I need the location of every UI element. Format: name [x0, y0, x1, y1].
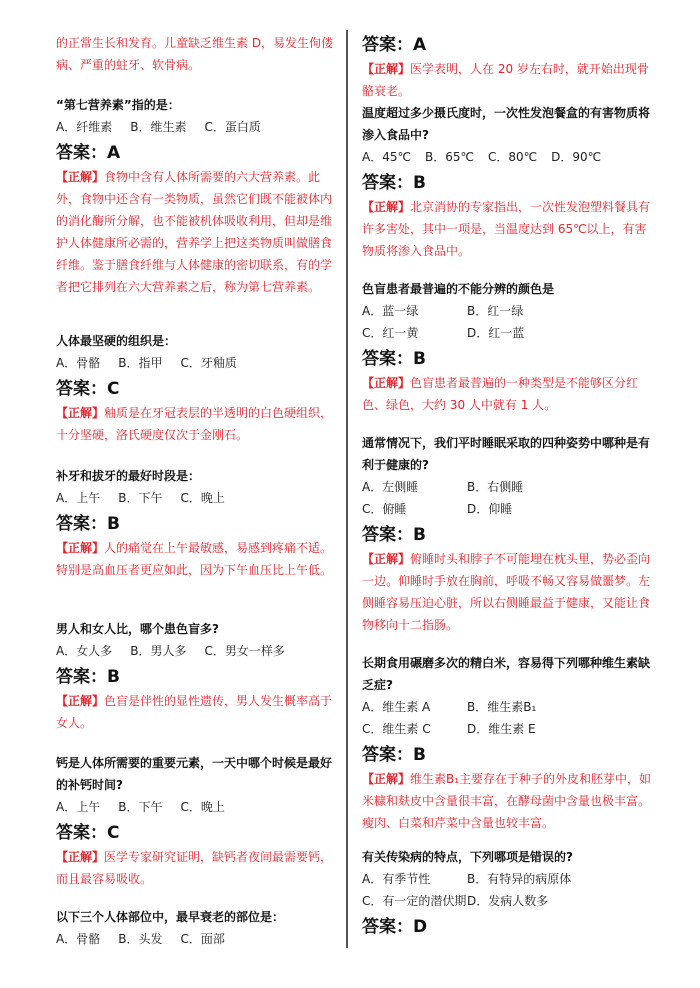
explanation-label: 【正解】	[56, 694, 105, 708]
question-block-4	[56, 618, 339, 734]
question-text: 钙是人体所需要的重要元素，一天中哪个时候是最好的补钙时间?	[56, 756, 333, 792]
question-block-9	[362, 432, 652, 636]
question-text: 人体最坚硬的组织是：	[56, 334, 177, 348]
question-text: 温度超过多少摄氏度时，一次性发泡餐盒的有害物质将渗入食品中?	[362, 106, 651, 142]
question-text: 通常情况下，我们平时睡眠采取的四种姿势中哪种是有利于健康的?	[362, 436, 651, 472]
option-a: A．纤维素	[56, 120, 113, 134]
explanation	[362, 548, 652, 636]
answer: 答案：B	[56, 667, 120, 687]
answer: 答案：B	[362, 349, 426, 369]
question-text: 男人和女人比，哪个患色盲多?	[56, 622, 219, 636]
answer: 答案：C	[56, 823, 120, 843]
options-row	[56, 487, 339, 509]
question-block-1	[56, 94, 339, 298]
option-a: A．女人多	[56, 644, 113, 658]
question-block-2	[56, 330, 339, 446]
option-b: B．有特异的病原体	[467, 872, 572, 886]
option-c: C．80℃	[487, 150, 538, 164]
explanation	[56, 402, 339, 446]
option-c: C．牙釉质	[180, 356, 237, 370]
question-block-11	[362, 846, 652, 940]
option-c: C．红一黄	[362, 326, 419, 340]
answer: 答案：B	[362, 173, 426, 193]
explanation-text: 维生素B₁主要存在于种子的外皮和胚芽中，如米糠和麸皮中含量很丰富，在酵母菌中含量也极丰富。瘦肉、白菜和芹菜中含量也较丰富。	[362, 772, 652, 830]
option-d: D．维生素 E	[467, 722, 536, 736]
option-a: A．上午	[56, 800, 101, 814]
question-text: 色盲患者最普遍的不能分辨的颜色是	[362, 282, 555, 296]
explanation-text: 医学表明，人在 20 岁左右时，就开始出现骨骼衰老。	[362, 62, 649, 98]
option-b: B．指甲	[118, 356, 163, 370]
option-a: A．蓝一绿	[362, 304, 419, 318]
explanation-text: 釉质是在牙冠表层的半透明的白色硬组织，十分坚硬，洛氏硬度仅次于金刚石。	[56, 406, 333, 442]
option-c: C．俯睡	[362, 502, 407, 516]
options-row	[56, 640, 339, 662]
option-a: A．骨骼	[56, 356, 101, 370]
option-c: C．晚上	[180, 491, 225, 505]
explanation-text: 色盲患者最普遍的一种类型是不能够区分红色、绿色，大约 30 人中就有 1 人。	[362, 376, 639, 412]
option-a: A．骨骼	[56, 932, 101, 946]
explanation	[56, 166, 339, 298]
option-b: B．头发	[118, 932, 163, 946]
question-block-7	[362, 102, 652, 262]
question-block-10	[362, 652, 652, 834]
options-grid	[362, 868, 652, 912]
explanation-text: 人的痛觉在上午最敏感，易感到疼痛不适。特别是高血压者更应如此，因为下午血压比上午低。	[56, 541, 333, 577]
answer: 答案：B	[362, 745, 426, 765]
option-b: B．65℃	[424, 150, 474, 164]
question-block-8	[362, 278, 652, 416]
explanation-text: 色盲是伴性的显性遗传，男人发生概率高于女人。	[56, 694, 333, 730]
explanation-label: 【正解】	[362, 62, 411, 76]
column-divider	[346, 30, 348, 948]
answer: 答案：B	[56, 514, 120, 534]
option-a: A．上午	[56, 491, 101, 505]
question-text: 有关传染病的特点，下列哪项是错误的?	[362, 850, 573, 864]
option-b: B．下午	[118, 800, 163, 814]
question-text: 补牙和拔牙的最好时段是：	[56, 469, 201, 483]
option-d: D．仰睡	[467, 502, 513, 516]
explanation-text: 食物中含有人体所需要的六大营养素。此外，食物中还含有一类物质，虽然它们既不能被体内的消化酶所分解，也不能被机体吸收利用，但却是维护人体健康所必需的，营养学上把这类物质叫做膳食纤维。鉴于膳食纤维与人体健康的密切联系，有的学者把它排列在六大营养素之后，称为第七营养素。	[56, 170, 333, 294]
option-a: A．左侧睡	[362, 480, 419, 494]
explanation	[56, 846, 339, 890]
explanation-text: 医学专家研究证明，缺钙者夜间最需要钙，而且最容易吸收。	[56, 850, 333, 886]
explanation	[56, 690, 339, 734]
explanation-label: 【正解】	[56, 541, 105, 555]
option-c: C．有一定的潜伏期	[362, 894, 467, 908]
option-b: B．红一绿	[467, 304, 524, 318]
option-b: B．维生素B₁	[467, 700, 537, 714]
question-text: “第七营养素”指的是：	[56, 98, 180, 112]
explanation	[362, 196, 652, 262]
option-d: D．发病人数多	[467, 894, 549, 908]
explanation-label: 【正解】	[56, 170, 105, 184]
option-c: C．维生素 C	[362, 722, 431, 736]
explanation-label: 【正解】	[362, 552, 411, 566]
option-b: B．男人多	[130, 644, 187, 658]
option-a: A．有季节性	[362, 872, 431, 886]
option-b: B．右侧睡	[467, 480, 524, 494]
explanation-text: 俯睡时头和脖子不可能埋在枕头里，势必歪向一边。仰睡时手放在胸前，呼吸不畅又容易做噩梦。左侧睡容易压迫心脏，所以右侧睡最益于健康，又能让食物移向十二指肠。	[362, 552, 651, 632]
options-grid	[362, 300, 652, 344]
explanation	[56, 537, 339, 581]
question-text: 长期食用碾磨多次的精白米，容易得下列哪种维生素缺乏症?	[362, 656, 651, 692]
explanation-label: 【正解】	[362, 772, 411, 786]
explanation	[362, 58, 652, 102]
answer: 答案：B	[362, 525, 426, 545]
options-row	[56, 928, 339, 950]
option-c: C．面部	[180, 932, 225, 946]
options-grid	[362, 476, 652, 520]
options-row	[362, 146, 652, 168]
explanation-text: 北京消协的专家指出，一次性发泡塑料餐具有许多害处，其中一项是，当温度达到 65℃以上，有害物质将渗入食品中。	[362, 200, 651, 258]
option-a: A．45℃	[362, 150, 411, 164]
options-row	[56, 352, 339, 374]
option-c: C．晚上	[180, 800, 225, 814]
explanation	[362, 768, 652, 834]
options-row	[56, 796, 339, 818]
option-a: A．维生素 A	[362, 700, 431, 714]
option-c: C．男女一样多	[204, 644, 285, 658]
question-block-6	[56, 906, 339, 950]
option-c: C．蛋白质	[204, 120, 261, 134]
explanation-label: 【正解】	[56, 850, 105, 864]
top-fragment: 的正常生长和发育。儿童缺乏维生素 D，易发生佝偻病、严重的蛀牙、软骨病。	[56, 36, 334, 72]
question-block-3	[56, 465, 339, 581]
answer: 答案：A	[362, 35, 427, 55]
option-b: B．维生素	[130, 120, 187, 134]
explanation	[362, 372, 652, 416]
question-block-5	[56, 752, 339, 890]
answer: 答案：A	[56, 143, 121, 163]
answer: 答案：C	[56, 379, 120, 399]
option-d: D．90℃	[551, 150, 602, 164]
option-d: D．红一蓝	[467, 326, 525, 340]
options-grid	[362, 696, 652, 740]
explanation-label: 【正解】	[362, 200, 411, 214]
question-block-6-answer	[362, 32, 652, 102]
explanation-label: 【正解】	[56, 406, 105, 420]
options-row	[56, 116, 339, 138]
question-text: 以下三个人体部位中，最早衰老的部位是：	[56, 910, 285, 924]
option-b: B．下午	[118, 491, 163, 505]
answer: 答案：D	[362, 917, 428, 937]
explanation-label: 【正解】	[362, 376, 411, 390]
